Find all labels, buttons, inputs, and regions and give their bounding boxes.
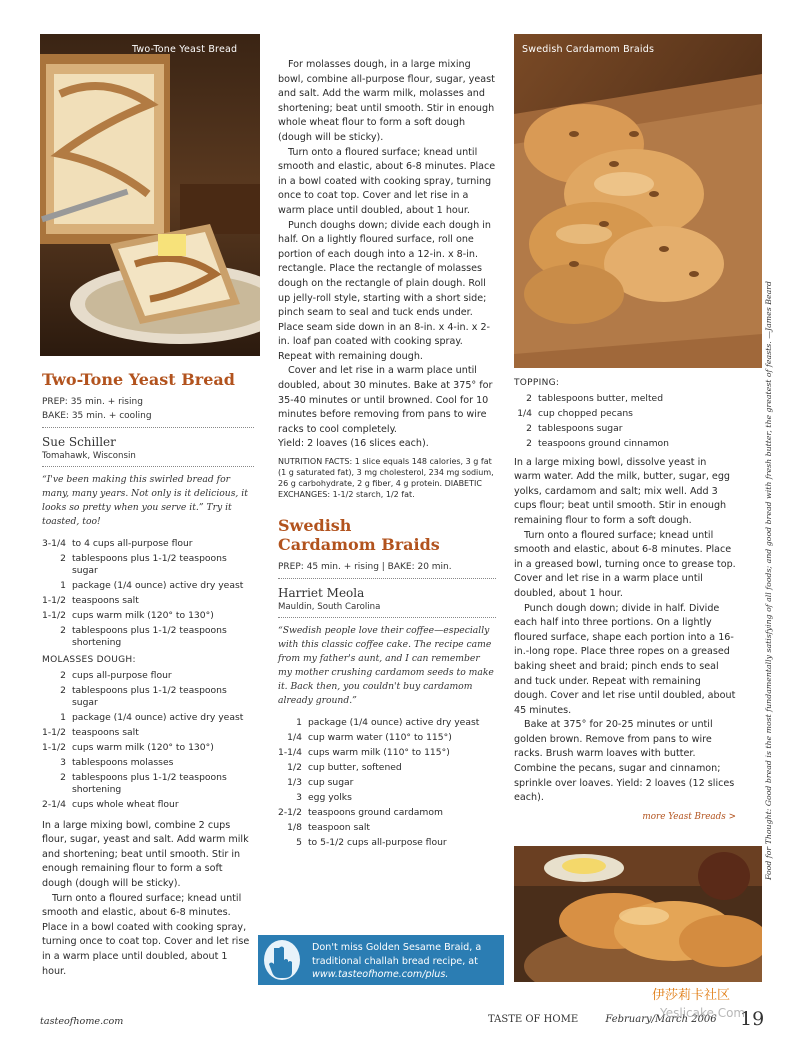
recipe2-quote: “Swedish people love their coffee—especially with this classic coffee cake. The recipe came from my father's aunt, and I can remember my mother crushing cardamom seeds to make it. Back then, you couldn't buy cardamom already ground.”	[278, 625, 494, 707]
recipe1-nutrition: NUTRITION FACTS: 1 slice equals 148 calories, 3 g fat (1 g saturated fat), 3 mg cholesterol, 234 mg sodium, 26 g carbohydrate, 2 g fiber, 4 g protein. DIABETIC EXCHANGES: 1-1/2 starch, 1/2 fat.	[278, 457, 494, 500]
ingredient-text: tablespoons plus 1-1/2 teaspoons sugar	[71, 684, 227, 708]
ingredient-text: to 5-1/2 cups all-purpose flour	[307, 837, 447, 849]
ingredient-text: cups all-purpose flour	[71, 669, 172, 681]
ingredient-quantity: 1-1/4	[278, 747, 302, 759]
ingredient-row	[42, 609, 254, 624]
ingredient-quantity: 3	[60, 756, 66, 768]
page-number: 19	[740, 1008, 765, 1030]
more-yeast-breads-link[interactable]: more Yeast Breads >	[642, 811, 736, 822]
ingredient-quantity: 3	[296, 792, 302, 804]
ingredient-row	[42, 669, 254, 684]
ingredient-text: cup butter, softened	[307, 762, 402, 774]
ingredient-row	[514, 407, 736, 422]
ingredient-row	[42, 711, 254, 726]
ingredient-text: tablespoons plus 1-1/2 teaspoons shortening	[71, 771, 227, 795]
watermark-chinese: 伊莎莉卡社区	[652, 988, 731, 1003]
ingredient-quantity: 2	[526, 437, 532, 449]
ingredient-text: cups warm milk (120° to 130°)	[71, 610, 214, 621]
ingredient-text: cups warm milk (110° to 115°)	[307, 747, 450, 759]
recipe2-title-line2: Cardamom Braids	[278, 535, 440, 555]
golden-sesame-callout[interactable]	[258, 935, 504, 985]
recipe2-topping	[514, 392, 736, 452]
magazine-name: TASTE OF HOME	[488, 1014, 579, 1025]
ingredient-text: tablespoons sugar	[538, 422, 623, 434]
ingredient-row	[42, 798, 254, 813]
direction-paragraph: In a large mixing bowl, dissolve yeast in warm water. Add the milk, butter, sugar, egg yolks, cardamom and salt; mix well. Add 3 cups flour; beat until smooth. Stir in enough remaining flour to form a soft dough.	[514, 456, 731, 526]
divider	[42, 466, 254, 467]
ingredient-text: teaspoons salt	[71, 595, 139, 606]
recipe2-ingredients	[278, 716, 496, 851]
ingredient-row	[278, 761, 496, 776]
ingredient-row	[514, 392, 736, 407]
ingredient-row	[278, 776, 496, 791]
ingredient-quantity: 2	[526, 422, 532, 434]
golden-braid-photo	[514, 846, 762, 982]
direction-paragraph: Turn onto a floured surface; knead until smooth and elastic, about 6-8 minutes. Place in a greased bowl, turning once to grease top. Cover and let rise in a warm place until doubled, about 1 hour.	[514, 529, 736, 599]
ingredient-text: package (1/4 ounce) active dry yeast	[307, 717, 480, 729]
recipe2-place: Mauldin, South Carolina	[278, 602, 381, 613]
ingredient-quantity: 1-1/2	[42, 741, 66, 753]
molasses-dough-label: MOLASSES DOUGH:	[42, 655, 136, 665]
ingredient-row	[278, 836, 496, 851]
cardamom-braids-photo	[514, 34, 762, 368]
ingredient-quantity: 2	[60, 684, 66, 696]
ingredient-row	[42, 579, 254, 594]
column-2	[278, 58, 496, 851]
ingredient-quantity: 1-1/2	[42, 595, 66, 606]
direction-paragraph: Punch dough down; divide in half. Divide each half into three portions. On a lightly floured surface, shape each portion into a 16-in.-long rope. Place three ropes on a greased baking sheet and braid; pinch ends to seal and tuck under. Repeat with remaining dough. Cover and let rise until doubled, about 45 minutes.	[514, 602, 736, 716]
ingredient-quantity: 2	[526, 392, 532, 404]
ingredient-row	[42, 771, 254, 798]
ingredient-row	[278, 731, 496, 746]
ingredient-quantity: 1	[296, 717, 302, 729]
divider	[278, 578, 496, 579]
food-for-thought-quote: Food for Thought: Good bread is the most fundamentally satisfying of all foods; and good bread with fresh butter, the greatest of feasts. —James Beard	[764, 281, 773, 880]
recipe1-bake: BAKE: 35 min. + cooling	[42, 411, 152, 421]
ingredient-quantity: 1/4	[517, 407, 532, 419]
ingredient-quantity: 3-1/4	[42, 538, 66, 549]
ingredient-row	[278, 746, 496, 761]
ingredient-quantity: 2-1/2	[278, 807, 302, 819]
ingredient-quantity: 1/8	[287, 822, 302, 834]
ingredient-quantity: 2	[60, 553, 66, 564]
recipe2-author: Harriet Meola	[278, 586, 365, 601]
direction-paragraph: Bake at 375° for 20-25 minutes or until golden brown. Remove from pans to wire racks. Brush warm loaves with butter. Combine the pecans, sugar and cinnamon; sprinkle over loaves. Yield: 2 loaves (12 slices each).	[514, 719, 735, 804]
ingredient-quantity: 1-1/2	[42, 726, 66, 738]
ingredient-text: teaspoons salt	[71, 726, 139, 738]
callout-text: Don't miss Golden Sesame Braid, a traditional challah bread recipe, at	[312, 942, 482, 967]
ingredient-row	[42, 684, 254, 711]
recipe1-title: Two-Tone Yeast Bread	[42, 370, 235, 389]
recipe2-directions	[514, 456, 736, 806]
ingredient-text: tablespoons plus 1-1/2 teaspoons sugar	[71, 553, 227, 576]
footer-site[interactable]: tasteofhome.com	[40, 1016, 124, 1027]
column-1	[42, 370, 254, 979]
ingredient-text: tablespoons butter, melted	[538, 392, 664, 404]
recipe1-molasses-ingredients	[42, 669, 254, 813]
ingredient-row	[514, 422, 736, 437]
ingredient-row	[514, 437, 736, 452]
ingredient-text: teaspoon salt	[307, 822, 371, 834]
ingredient-row	[42, 537, 254, 552]
ingredient-quantity: 1	[60, 580, 66, 591]
ingredient-text: cups warm milk (120° to 130°)	[71, 741, 214, 753]
recipe1-place: Tomahawk, Wisconsin	[42, 451, 136, 461]
ingredient-text: to 4 cups all-purpose flour	[71, 538, 193, 549]
ingredient-row	[278, 806, 496, 821]
direction-paragraph: For molasses dough, in a large mixing bowl, combine all-purpose flour, sugar, yeast and salt. Add the warm milk, molasses and shortening; beat until smooth. Stir in enough whole wheat flour to form a soft dough (dough will be sticky).	[278, 59, 495, 143]
ingredient-text: teaspoons ground cardamom	[307, 807, 443, 819]
two-tone-bread-photo	[40, 34, 260, 356]
ingredient-row	[42, 756, 254, 771]
callout-url[interactable]: www.tasteofhome.com/plus.	[312, 969, 449, 980]
direction-paragraph: In a large mixing bowl, combine 2 cups flour, sugar, yeast and salt. Add warm milk and shortening; beat until smooth. Stir in enough remaining flour to form a soft dough (dough will be sticky).	[42, 819, 249, 889]
ingredient-text: package (1/4 ounce) active dry yeast	[71, 711, 244, 723]
direction-paragraph: Cover and let rise in a warm place until doubled, about 30 minutes. Bake at 375° for 35-40 minutes or until browned. Cool for 10 minutes before removing from pans to wire racks to cool completely.	[278, 365, 493, 435]
column-3	[514, 374, 736, 824]
ingredient-text: tablespoons plus 1-1/2 teaspoons shortening	[71, 625, 227, 648]
ingredient-text: cup chopped pecans	[538, 407, 633, 419]
ingredient-row	[278, 821, 496, 836]
recipe1-author: Sue Schiller	[42, 435, 116, 449]
ingredient-text: cup sugar	[307, 777, 354, 789]
recipe1-directions-col1	[42, 819, 254, 980]
ingredient-row	[42, 594, 254, 609]
cardamom-braids-caption: Swedish Cardamom Braids	[522, 44, 655, 55]
direction-paragraph: Turn onto a floured surface; knead until smooth and elastic, about 6-8 minutes. Place in a bowl coated with cooking spray, turning once to coat top. Cover and let rise in a warm place until doubled, about 1 hour.	[42, 892, 250, 977]
ingredient-row	[42, 552, 254, 579]
ingredient-quantity: 2	[60, 669, 66, 681]
ingredient-quantity: 2	[60, 625, 66, 636]
topping-label: TOPPING:	[514, 378, 560, 388]
ingredient-row	[42, 741, 254, 756]
ingredient-text: package (1/4 ounce) active dry yeast	[71, 580, 244, 591]
recipe1-directions-col2	[278, 58, 496, 452]
direction-paragraph: Turn onto a floured surface; knead until smooth and elastic, about 6-8 minutes. Place in a bowl coated with cooking spray, turning once to coat top. Cover and let rise in a warm place until doubled, about 1 hour.	[278, 146, 496, 216]
divider	[278, 617, 496, 618]
ingredient-quantity: 5	[296, 837, 302, 849]
recipe1-quote: “I've been making this swirled bread for many, many years. Not only is it delicious, it looks so pretty when you serve it.” Try it toasted, too!	[42, 474, 248, 527]
recipe2-title-line1: Swedish	[278, 516, 352, 536]
recipe1-yield: Yield: 2 loaves (16 slices each).	[278, 438, 429, 450]
ingredient-quantity: 1/4	[287, 732, 302, 744]
ingredient-text: egg yolks	[307, 792, 352, 804]
ingredient-quantity: 2-1/4	[42, 798, 66, 810]
issue-date: February/March 2006	[605, 1014, 717, 1025]
watermark-english: Yeslicake.Com	[660, 1006, 746, 1020]
ingredient-quantity: 1/3	[287, 777, 302, 789]
recipe1-ingredients	[42, 537, 254, 651]
ingredient-text: cup warm water (110° to 115°)	[307, 732, 452, 744]
ingredient-quantity: 1/2	[287, 762, 302, 774]
ingredient-text: tablespoons molasses	[71, 756, 174, 768]
ingredient-text: teaspoons ground cinnamon	[538, 437, 669, 449]
direction-paragraph: Punch doughs down; divide each dough in half. On a lightly floured surface, roll one portion of each dough into a 12-in. x 8-in. rectangle. Place the rectangle of molasses dough on the rectangle of plain dough. Roll up jelly-roll style, starting with a short side; pinch seam to seal and tuck ends under. Place seam side down in an 8-in. x 4-in. x 2-in. loaf pan coated with cooking spray. Repeat with remaining dough.	[278, 219, 491, 362]
recipe1-prep: PREP: 35 min. + rising	[42, 397, 143, 407]
ingredient-row	[278, 716, 496, 731]
ingredient-row	[42, 726, 254, 741]
ingredient-quantity: 2	[60, 771, 66, 783]
recipe2-prep-bake: PREP: 45 min. + rising | BAKE: 20 min.	[278, 562, 452, 573]
ingredient-quantity: 1-1/2	[42, 610, 66, 621]
ingredient-row	[42, 624, 254, 651]
ingredient-row	[278, 791, 496, 806]
divider	[42, 427, 254, 428]
two-tone-bread-caption: Two-Tone Yeast Bread	[132, 44, 238, 55]
ingredient-text: cups whole wheat flour	[71, 798, 179, 810]
click-hand-icon	[264, 940, 300, 980]
ingredient-quantity: 1	[60, 711, 66, 723]
